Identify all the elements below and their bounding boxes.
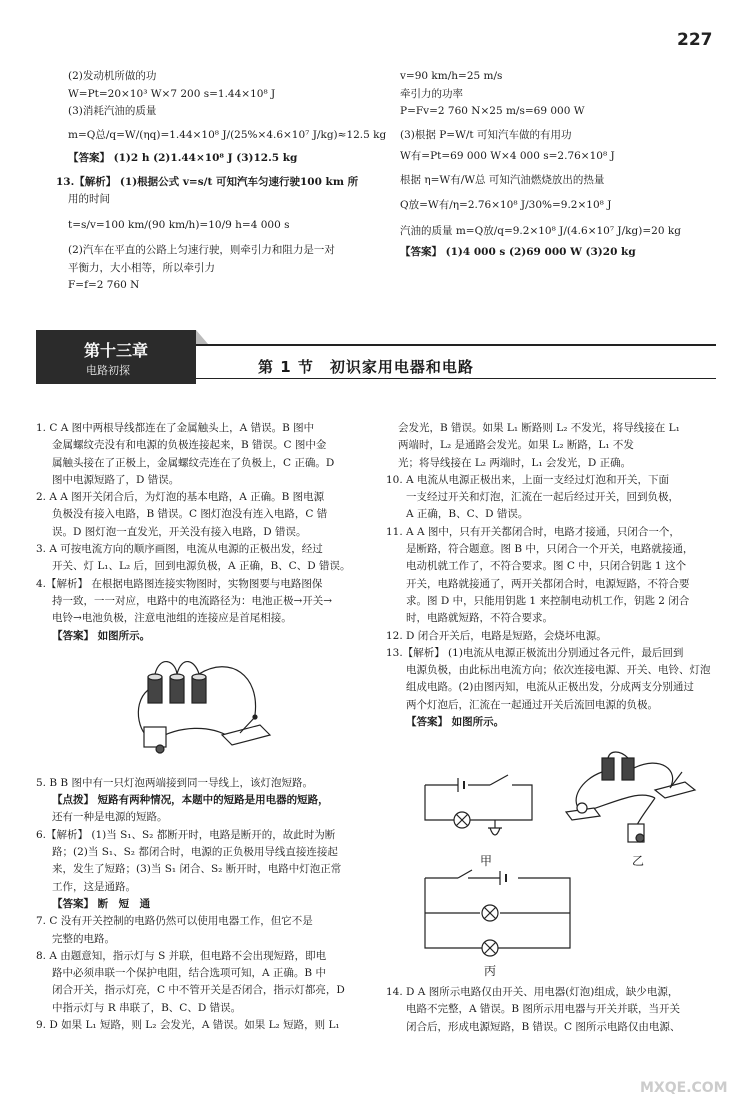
text-line: 还有一种是电源的短路。: [52, 811, 168, 824]
page-number: 227: [677, 30, 713, 50]
text-line: 平衡力，大小相等，所以牵引力: [68, 261, 215, 274]
text-line: 属触头接在了正极上，金属螺纹壳连在了负极上，C 正确。D: [52, 456, 335, 469]
text-line: 闭合开关，指示灯亮，C 中不管开关是否闭合，指示灯都亮，D: [52, 984, 345, 997]
question-13: 13.【解析】 (1)电流从电源正极流出分别通过各元件，最后回到: [386, 646, 684, 659]
circuit-diagram-bing: [420, 868, 580, 963]
corner-decoration: [196, 330, 208, 344]
text-line: W=Pt=20×10³ W×7 200 s=1.44×10⁸ J: [68, 87, 276, 100]
text-line: 来，发生了短路；(3)当 S₁ 闭合、S₂ 断开时，电路中灯泡正常: [52, 863, 342, 876]
text-line: 金属螺纹壳没有和电源的负极连接起来，B 错误。C 图中金: [52, 439, 327, 452]
bell-icon: [488, 820, 502, 835]
answer-line: 【答案】 如图所示。: [406, 716, 505, 729]
figure-label-bing: 丙: [484, 964, 497, 978]
battery-icon: [148, 674, 206, 703]
text-line: 电动机就工作了，不符合要求。图 C 中，只闭合钥匙 1 这个: [406, 560, 687, 573]
text-line: 两个灯泡后，汇流在一起通过开关后流回电源的负极。: [406, 698, 658, 711]
question-10: 10. A 电流从电源正极出来，上面一支经过灯泡和开关，下面: [386, 473, 669, 486]
text-line: A 正确，B、C、D 错误。: [406, 508, 529, 521]
question-2: 2. A A 图开关闭合后，为灯泡的基本电路，A 正确。B 图电源: [36, 491, 325, 504]
circuit-diagram-yi: [560, 750, 720, 850]
bell-icon: [628, 824, 644, 842]
switch-icon: [655, 772, 695, 798]
bell-icon: [144, 727, 166, 753]
text-line: 持一致，一一对应，电路中的电流路径为：电池正极→开关→: [52, 594, 333, 607]
text-line: 两端时，L₂ 是通路会发光。如果 L₂ 断路，L₁ 不发: [398, 439, 634, 452]
text-line: 用的时间: [68, 193, 110, 205]
text-line: 误。D 图灯泡一直发光，开关没有接入电路，D 错误。: [52, 525, 307, 538]
switch-icon: [458, 870, 472, 878]
question-3: 3. A 可按电流方向的顺序画图，电流从电源的正极出发，经过: [36, 543, 323, 556]
question-5: 5. B B 图中有一只灯泡两端接到同一导线上，该灯泡短路。: [36, 776, 313, 789]
text-line: 会发光，B 错误。如果 L₁ 断路则 L₂ 不发光，将导线接在 L₁: [398, 422, 680, 434]
text-line: 一支经过开关和灯泡，汇流在一起后经过开关，回到负极，: [406, 491, 679, 504]
question-11: 11. A A 图中，只有开关都闭合时，电路才接通，只闭合一个，: [386, 525, 680, 538]
text-line: 电路不完整，A 错误。B 图所示用电器与开关并联，当开关: [406, 1003, 680, 1016]
text-line: 工作，这是通路。: [52, 880, 136, 893]
chapter-name: 第十三章: [84, 341, 149, 360]
bottom-right-column: [386, 420, 726, 731]
chapter-subtitle: 电路初探: [86, 364, 130, 377]
question-8: 8. A 由题意知，指示灯与 S 并联，但电路不会出现短路，即电: [36, 949, 327, 962]
top-right-column: [400, 68, 720, 262]
question-14-block: [386, 984, 726, 1036]
text-line: t=s/v=100 km/(90 km/h)=10/9 h=4 000 s: [68, 218, 290, 231]
text-line: 根据 η=W有/W总 可知汽油燃烧放出的热量: [400, 173, 605, 186]
section-title: 第 1 节 初识家用电器和电路: [258, 358, 474, 376]
watermark: MXQE.COM: [640, 1080, 728, 1096]
text-line: (3)根据 P=W/t 可知汽车做的有用功: [400, 128, 572, 141]
question-6: 6.【解析】 (1)当 S₁、S₂ 都断开时，电路是断开的，故此时为断: [36, 828, 336, 841]
text-line: 电源负极，由此标出电流方向；依次连接电源、开关、电铃、灯泡: [406, 664, 711, 677]
chapter-header: [36, 330, 716, 386]
question-12: 12. D 闭合开关后，电路是短路，会烧坏电源。: [386, 629, 607, 642]
text-line: 负极没有接入电路，B 错误。C 图灯泡没有连入电路，C 错: [52, 508, 328, 521]
battery-icon: [602, 758, 614, 780]
q4-circuit-figure: [130, 655, 280, 755]
text-line: 开关、灯 L₁、L₂ 后，回到电源负极，A 正确，B、C、D 错误。: [52, 560, 351, 573]
text-line: 路中必须串联一个保护电阻，结合选项可知，A 正确。B 中: [52, 967, 326, 980]
answer-line: 【答案】 断 短 通: [52, 897, 151, 910]
chapter-box: [36, 330, 196, 384]
text-line: 汽油的质量 m=Q放/q=9.2×10⁸ J/(4.6×10⁷ J/kg)=20 kg: [400, 224, 681, 237]
answer-line: 【答案】 (1)4 000 s (2)69 000 W (3)20 kg: [400, 246, 636, 258]
text-line: 图中电源短路了，D 错误。: [52, 473, 180, 486]
text-line: F=f=2 760 N: [68, 279, 140, 291]
question-4: 4.【解析】 在根据电路图连接实物图时，实物图要与电路图保: [36, 577, 323, 590]
text-line: 牵引力的功率: [400, 87, 463, 100]
answer-line: 【答案】 (1)2 h (2)1.44×10⁸ J (3)12.5 kg: [68, 152, 298, 164]
question-1: 1. C A 图中两根导线都连在了金属触头上，A 错误。B 图中: [36, 422, 315, 434]
question-13: 13.【解析】 (1)根据公式 v=s/t 可知汽车匀速行驶100 km 所: [56, 175, 359, 188]
text-line: (2)发动机所做的功: [68, 70, 157, 82]
header-rule: [196, 378, 716, 379]
top-left-column: [56, 68, 387, 295]
wire: [425, 785, 532, 820]
lamp-icon: [566, 803, 600, 820]
text-line: P=Fv=2 760 N×25 m/s=69 000 W: [400, 105, 585, 117]
answer-line: 【答案】 如图所示。: [52, 629, 151, 642]
switch-icon: [490, 775, 508, 785]
text-line: 完整的电路。: [52, 932, 115, 945]
text-line: 求。图 D 中，只能用钥匙 1 来控制电动机工作，钥匙 2 闭合: [406, 594, 690, 607]
text-line: (3)消耗汽油的质量: [68, 105, 157, 117]
question-7: 7. C 没有开关控制的电路仍然可以使用电器工作，但它不是: [36, 915, 313, 928]
text-line: 是断路，符合题意。图 B 中，只闭合一个开关，电路就接通，: [406, 543, 694, 556]
text-line: 时，电路就短路，不符合要求。: [406, 612, 553, 625]
text-line: Q放=W有/η=2.76×10⁸ J/30%=9.2×10⁸ J: [400, 199, 612, 211]
text-line: W有=Pt=69 000 W×4 000 s=2.76×10⁸ J: [400, 150, 615, 162]
text-line: 闭合后，形成电源短路，B 错误。C 图所示电路仅由电源、: [406, 1020, 681, 1033]
header-rule: [196, 344, 716, 346]
text-line: 开关，电路就接通了，两开关都闭合时，电源短路，不符合要: [406, 577, 690, 590]
text-line: 路；(2)当 S₁、S₂ 都闭合时，电源的正负极用导线直接连接起: [52, 846, 338, 859]
text-line: 中指示灯与 R 串联了，B、C、D 错误。: [52, 1001, 242, 1014]
text-line: (2)汽车在平直的公路上匀速行驶，则牵引力和阻力是一对: [68, 244, 335, 256]
figure-label-yi: 乙: [632, 854, 645, 868]
question-9: 9. D 如果 L₁ 短路，则 L₂ 会发光，A 错误。如果 L₂ 短路，则 L₁: [36, 1019, 340, 1032]
circuit-diagram-jia: [420, 770, 540, 850]
text-line: v=90 km/h=25 m/s: [400, 70, 503, 82]
question-14: 14. D A 图所示电路仅由开关、用电器(灯泡)组成，缺少电源，: [386, 986, 679, 998]
figure-label-jia: 甲: [480, 854, 493, 868]
tip-line: 【点拨】 短路有两种情况，本题中的短路是用电器的短路，: [52, 794, 329, 807]
text-line: 电铃→电池负极，注意电池组的连接应是首尾相接。: [52, 612, 292, 625]
text-line: 组成电路。(2)由图丙知，电流从正极出发，分成两支分别通过: [406, 681, 694, 694]
text-line: 光；将导线接在 L₂ 两端时，L₁ 会发光，D 正确。: [398, 456, 632, 469]
switch-icon: [222, 715, 270, 745]
text-line: m=Q总/q=W/(ηq)=1.44×10⁸ J/(25%×4.6×10⁷ J/kg)≈12.5 kg: [68, 128, 387, 141]
